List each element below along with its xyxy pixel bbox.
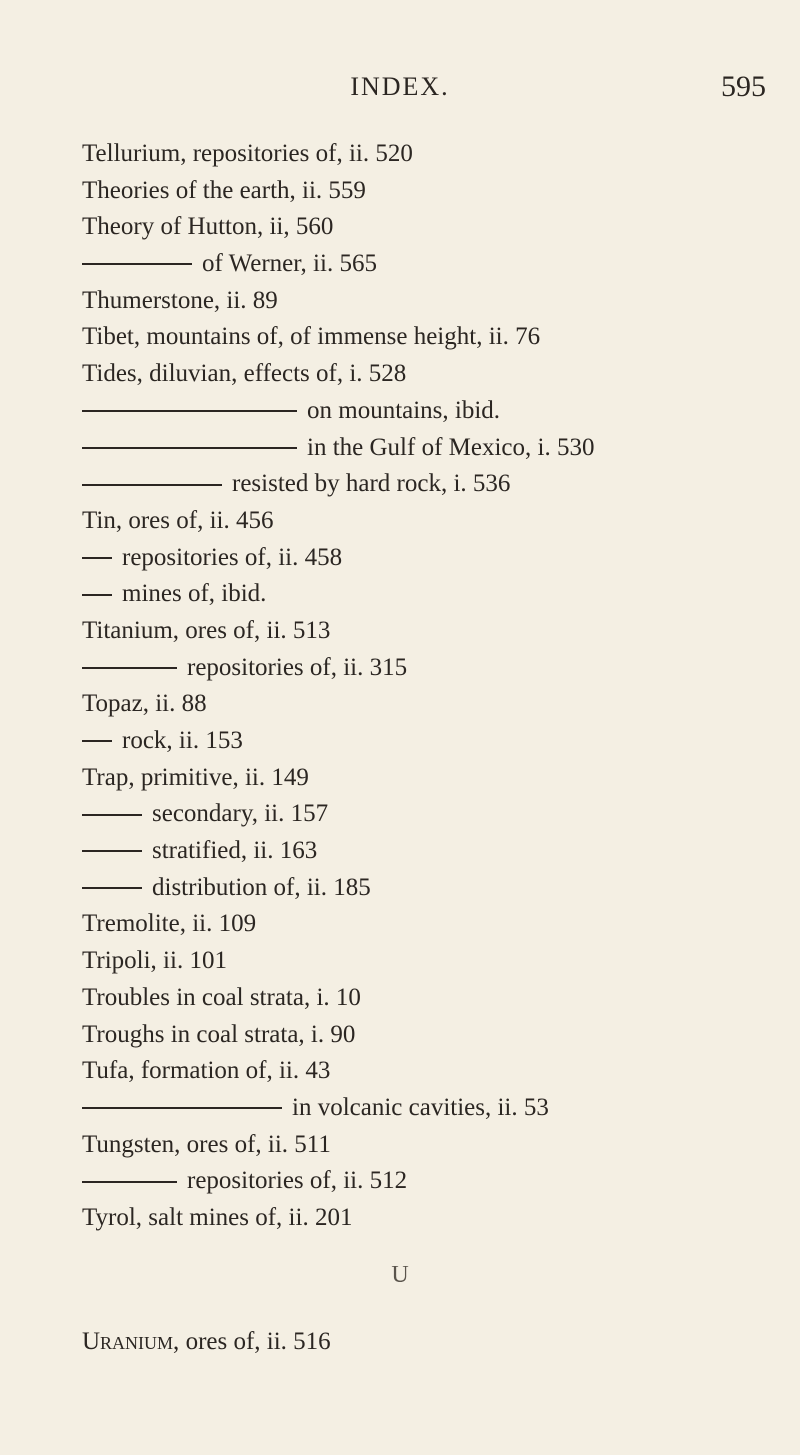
page-number: 595	[721, 70, 766, 103]
index-entry	[82, 613, 782, 650]
ditto-dash	[82, 1107, 282, 1109]
index-entry	[82, 356, 782, 393]
index-entry	[82, 283, 782, 320]
index-entry	[82, 246, 782, 283]
entry-text: Tibet, mountains of, of immense height, ii. 76	[82, 323, 541, 351]
entry-text: Trap, primitive, ii. 149	[82, 763, 309, 791]
entry-text: Tungsten, ores of, ii. 511	[82, 1130, 331, 1158]
index-entry	[82, 319, 782, 356]
entry-text: Tufa, formation of, ii. 43	[82, 1057, 331, 1085]
entry-text: of Werner, ii. 565	[202, 250, 377, 278]
entry-text: stratified, ii. 163	[152, 837, 318, 865]
index-entry-uranium	[82, 1328, 331, 1356]
entry-text: Tellurium, repositories of, ii. 520	[82, 140, 413, 167]
ditto-dash	[82, 667, 177, 669]
index-entry	[82, 650, 782, 687]
index-entry	[82, 723, 782, 760]
section-letter-heading: U	[391, 1262, 409, 1288]
entry-text: rock, ii. 153	[122, 727, 243, 754]
entry-text: secondary, ii. 157	[152, 800, 329, 828]
ditto-dash	[82, 594, 112, 596]
entry-text: distribution of, ii. 185	[152, 873, 371, 901]
ditto-dash	[82, 557, 112, 559]
index-entry	[82, 1200, 782, 1237]
entry-text: Tin, ores of, ii. 456	[82, 506, 274, 534]
index-entry	[82, 393, 782, 430]
index-entries	[82, 136, 782, 1237]
ditto-dash	[82, 484, 222, 486]
index-entry	[82, 173, 782, 210]
index-entry	[82, 943, 782, 980]
index-entry	[82, 1090, 782, 1127]
index-entry	[82, 760, 782, 797]
entry-text: mines of, ibid.	[122, 580, 267, 608]
entry-text: Tyrol, salt mines of, ii. 201	[82, 1203, 353, 1231]
index-entry	[82, 906, 782, 943]
entry-text: on mountains, ibid.	[307, 396, 501, 424]
index-entry	[82, 466, 782, 503]
ditto-dash	[82, 410, 297, 412]
entry-text: Titanium, ores of, ii. 513	[82, 616, 331, 644]
index-entry	[82, 1163, 782, 1200]
index-entry	[82, 209, 782, 246]
entry-text: Tides, diluvian, effects of, i. 528	[82, 360, 407, 388]
entry-text: Thumerstone, ii. 89	[82, 286, 278, 314]
entry-text: repositories of, ii. 512	[187, 1167, 408, 1195]
index-entry	[82, 1017, 782, 1054]
entry-text: Theories of the earth, ii. 559	[82, 176, 366, 204]
ditto-dash	[82, 447, 297, 449]
index-entry	[82, 980, 782, 1017]
index-entry	[82, 870, 782, 907]
index-entry	[82, 503, 782, 540]
index-entry	[82, 1053, 782, 1090]
entry-locator: ores of, ii. 516	[179, 1328, 331, 1355]
entry-text: in the Gulf of Mexico, i. 530	[307, 433, 595, 461]
index-entry	[82, 430, 782, 467]
running-head: INDEX.	[350, 72, 450, 101]
entry-text: Theory of Hutton, ii, 560	[82, 213, 334, 241]
index-entry	[82, 686, 782, 723]
ditto-dash	[82, 887, 142, 889]
ditto-dash	[82, 850, 142, 852]
index-entry	[82, 1127, 782, 1164]
entry-text: Topaz, ii. 88	[82, 690, 207, 718]
entry-text: Tripoli, ii. 101	[82, 947, 227, 975]
entry-text: Troughs in coal strata, i. 90	[82, 1020, 356, 1048]
index-entry	[82, 136, 782, 173]
entry-text: in volcanic cavities, ii. 53	[292, 1093, 549, 1121]
index-entry	[82, 796, 782, 833]
entry-text: repositories of, ii. 315	[187, 653, 408, 681]
ditto-dash	[82, 1181, 177, 1183]
ditto-dash	[82, 740, 112, 742]
entry-text: Tremolite, ii. 109	[82, 910, 257, 938]
entry-text: resisted by hard rock, i. 536	[232, 470, 511, 498]
entry-text: Troubles in coal strata, i. 10	[82, 983, 361, 1011]
entry-text: repositories of, ii. 458	[122, 543, 343, 571]
ditto-dash	[82, 814, 142, 816]
index-entry	[82, 540, 782, 577]
index-entry	[82, 833, 782, 870]
index-entry	[82, 576, 782, 613]
entry-headword: Uranium,	[82, 1328, 180, 1355]
ditto-dash	[82, 263, 192, 265]
